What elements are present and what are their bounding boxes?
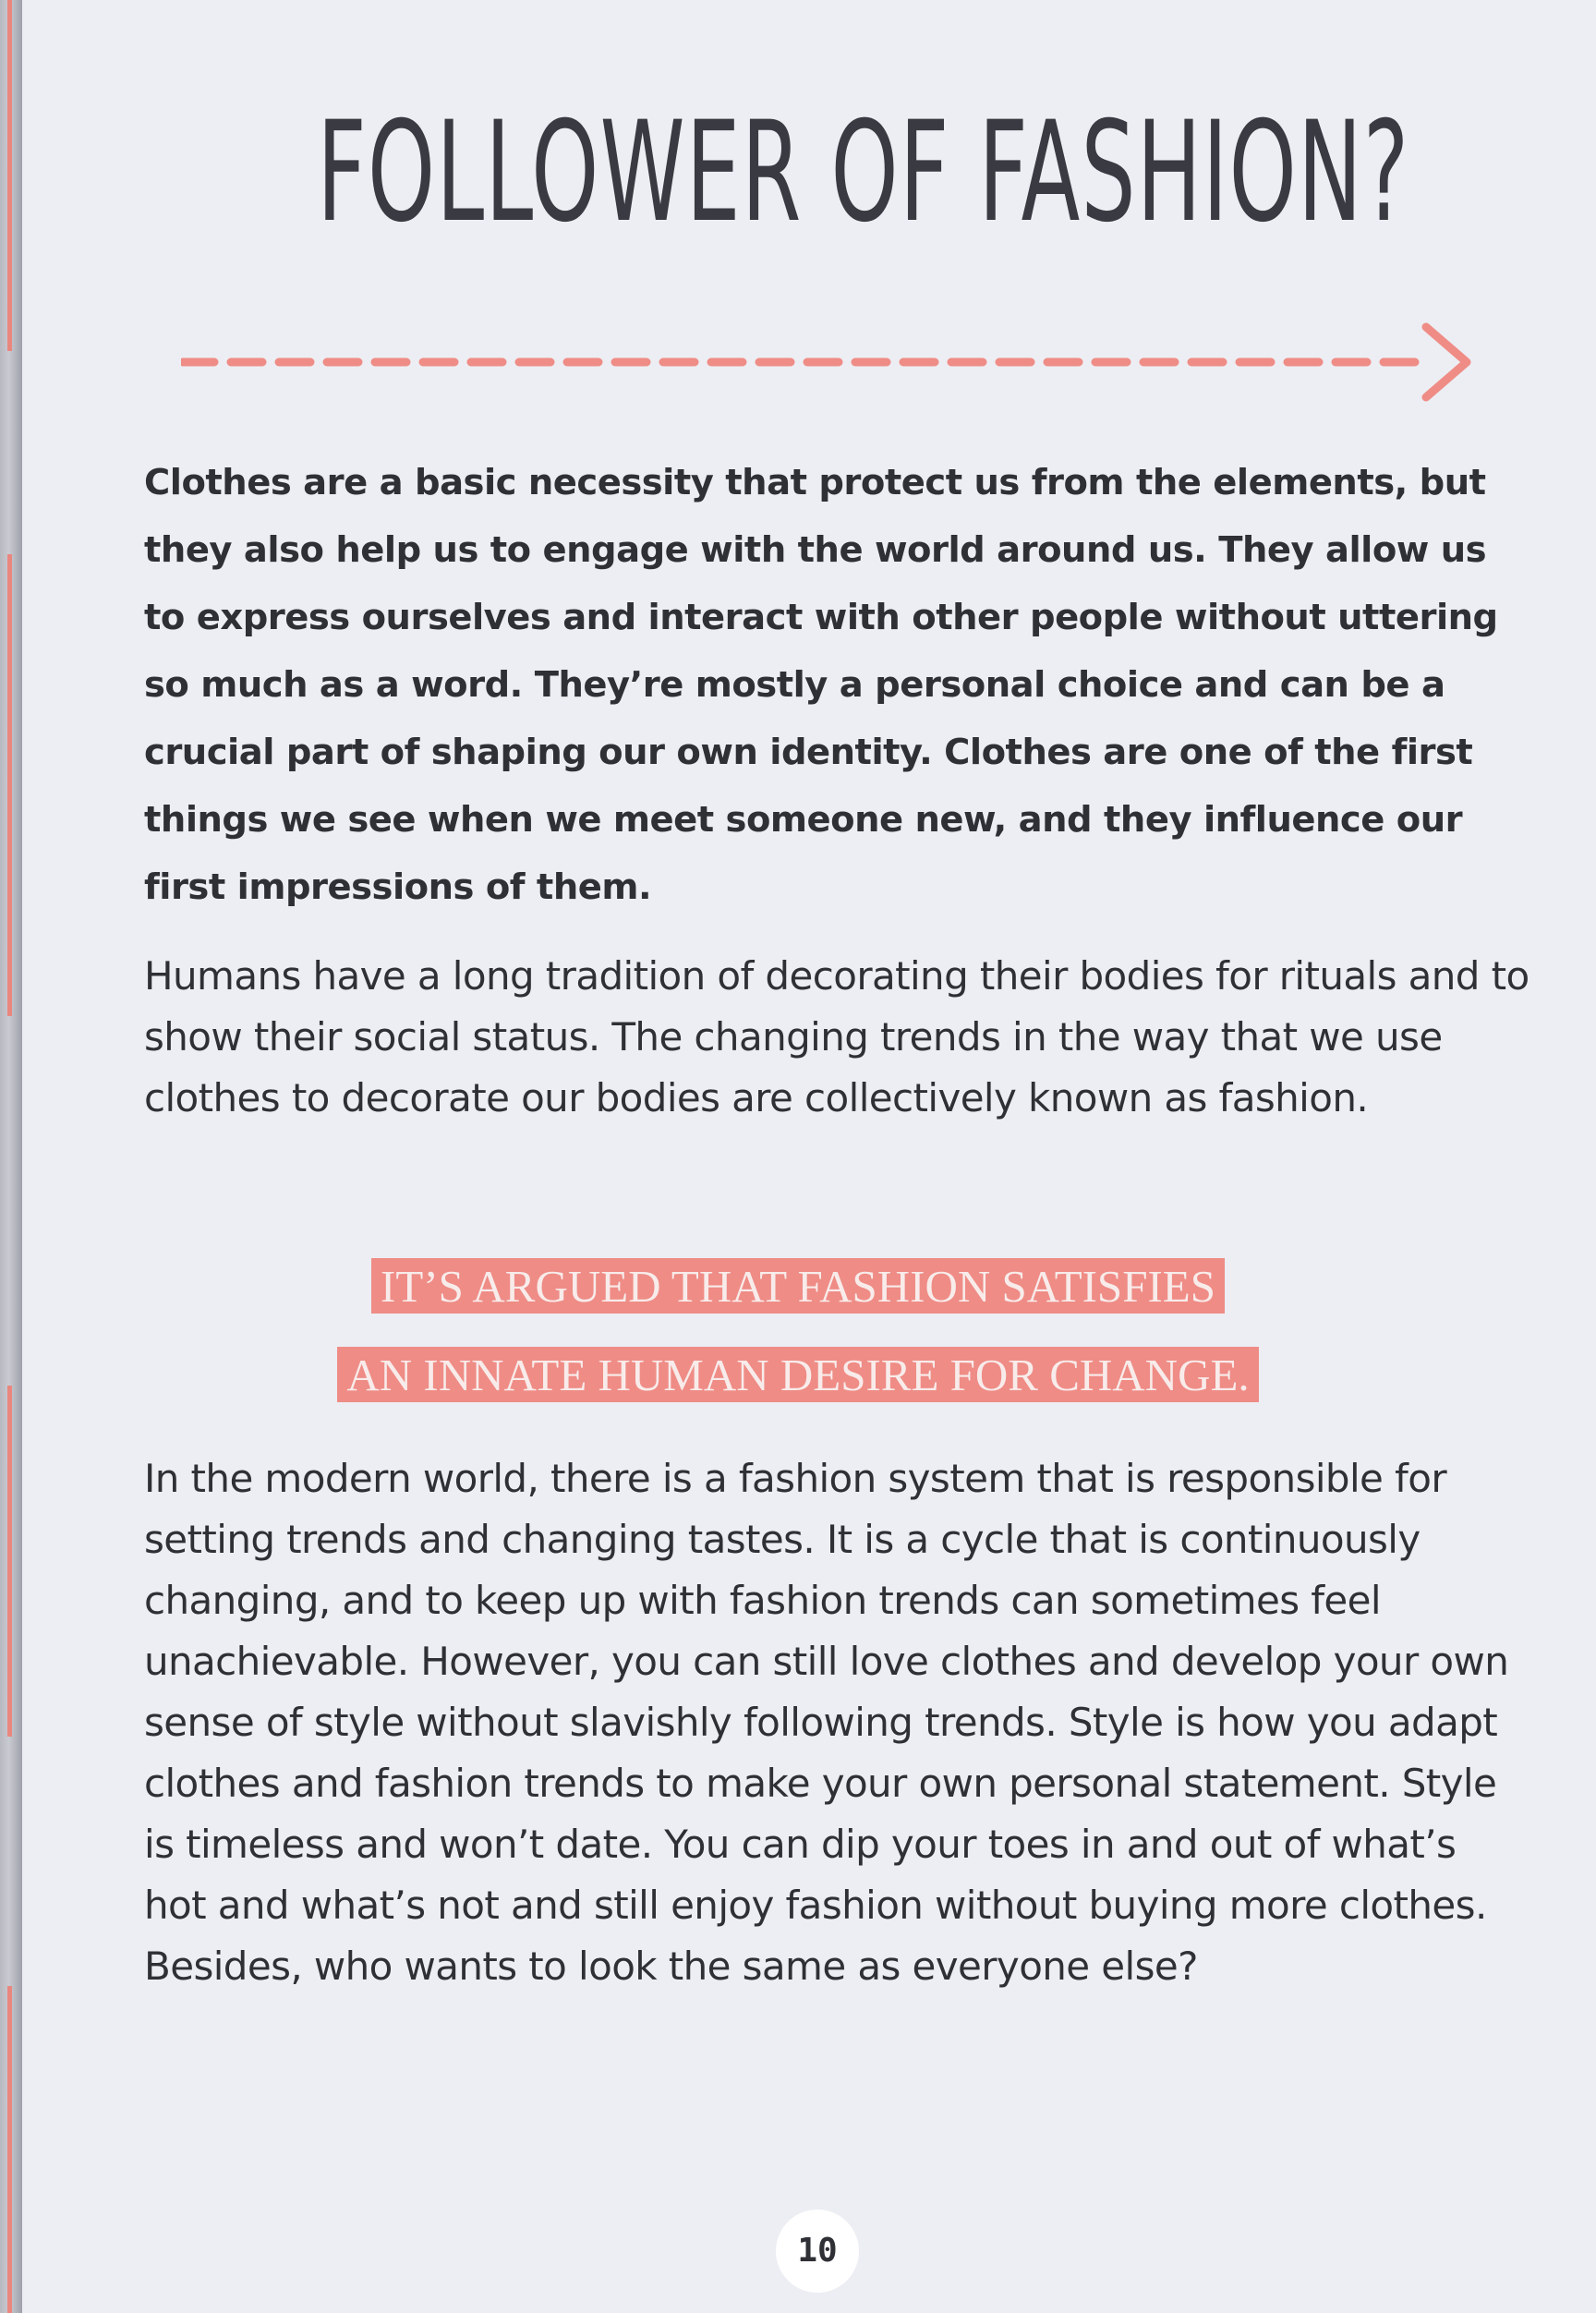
book-spine [0,0,22,2313]
pull-quote-line-1 [22,1258,1574,1314]
spine-stripe [7,554,12,1016]
pull-quote-line-2 [22,1347,1574,1402]
intro-paragraph: Clothes are a basic necessity that protect us from the elements, but they also help us to engage with the world around us. They allow us to express ourselves and interact with other people without uttering so much as a word. They’re mostly a personal choice and can be a crucial part of shaping our own identity. Clothes are one of the first things we see when we meet someone new, and they influence our first impressions of them. [144,462,1498,908]
spine-stripe [7,0,12,351]
tradition-paragraph: Humans have a long tradition of decorating their bodies for rituals and to show their social status. The changing trends in the way that we use clothes to decorate our bodies are collectively known as fashion. [144,953,1530,1120]
pull-quote-text: AN INNATE HUMAN DESIRE FOR CHANGE. [337,1347,1258,1402]
page-title: FOLLOWER OF FASHION? [317,92,1410,253]
spine-stripe [7,1386,12,1737]
page-number: 10 [776,2210,859,2293]
modern-paragraph: In the modern world, there is a fashion system that is responsible for setting trends and changing tastes. It is a cycle that is continuously changing, and to keep up with fashion trends can sometimes feel unachievable. However, you can still love clothes and develop your own sense of style without slavishly following trends. Style is how you adapt clothes and fashion trends to make your own personal statement. Style is timeless and won’t date. You can dip your toes in and out of what’s hot and what’s not and still enjoy fashion without buying more clothes. Besides, who wants to look the same as everyone else? [144,1456,1509,1989]
spine-stripe [7,1986,12,2313]
book-page [22,0,1596,2313]
dashed-arrow-icon [181,305,1483,416]
pull-quote-text: IT’S ARGUED THAT FASHION SATISFIES [371,1258,1225,1314]
